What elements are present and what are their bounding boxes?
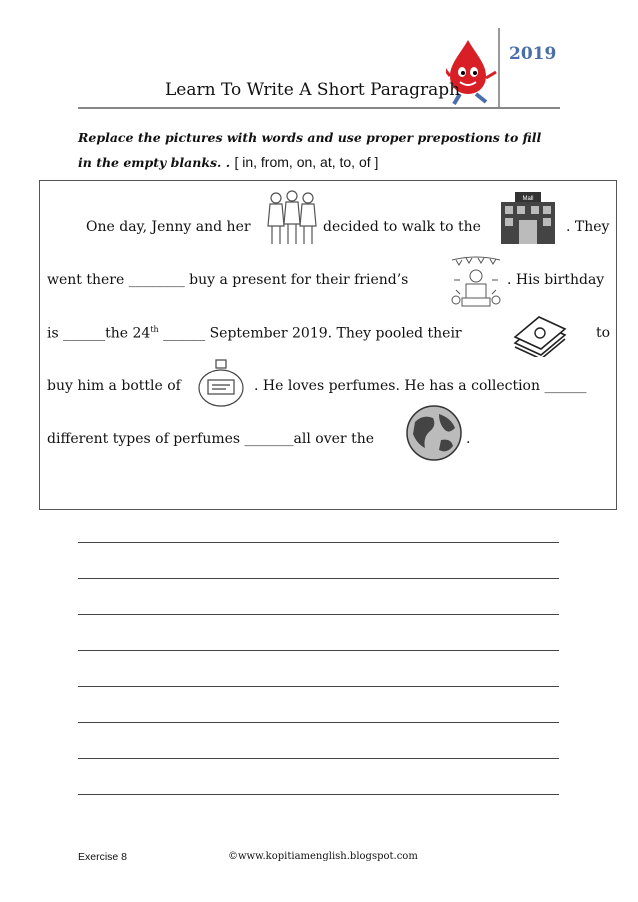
friends-picture <box>264 190 320 246</box>
writing-line <box>78 578 559 579</box>
writing-line <box>78 794 559 795</box>
writing-line <box>78 686 559 687</box>
writing-line <box>78 722 559 723</box>
passage-line2-a: went there ________ buy a present for their friend’s <box>47 272 409 288</box>
passage-line3-c: to <box>596 325 611 341</box>
writing-line <box>78 614 559 615</box>
passage-line5-b: . <box>466 431 471 447</box>
exercise-number: Exercise 8 <box>78 851 128 863</box>
year-label: 2019 <box>509 44 557 64</box>
page-title: Learn To Write A Short Paragraph <box>165 80 461 100</box>
passage-line2-b: . His birthday <box>507 272 605 288</box>
header-divider <box>498 28 500 108</box>
mall-sign: Mall <box>522 196 534 202</box>
money-stack-picture <box>511 313 567 357</box>
passage-line3-b: ______ September 2019. They pooled their <box>163 325 462 342</box>
passage-line3 <box>47 325 462 342</box>
mall-picture <box>495 190 561 246</box>
passage-line1-b: decided to walk to the <box>323 219 481 235</box>
perfume-bottle-picture <box>196 358 246 410</box>
globe-picture <box>405 404 463 462</box>
writing-line <box>78 650 559 651</box>
passage-line3-a: is ______the 24 <box>47 325 151 342</box>
writing-line <box>78 542 559 543</box>
writing-line <box>78 758 559 759</box>
passage-line4-b: . He loves perfumes. He has a collection ______ <box>254 378 587 394</box>
copyright-site: ©www.kopitiamenglish.blogspot.com <box>228 851 418 862</box>
passage-line1-a: One day, Jenny and her <box>86 219 251 235</box>
passage-line3-sup: th <box>150 325 159 334</box>
instructions-text: Replace the pictures with words and use proper prepostions to fill in the empty blanks. . <box>78 130 542 170</box>
passage-line1-c: . They <box>566 219 610 235</box>
title-rule <box>78 107 560 109</box>
passage-line4-a: buy him a bottle of <box>47 378 181 394</box>
birthday-party-picture <box>448 254 504 310</box>
preposition-options: [ in, from, on, at, to, of ] <box>234 154 379 170</box>
passage-line5-a: different types of perfumes _______all over the <box>47 431 374 447</box>
instructions <box>78 125 558 175</box>
